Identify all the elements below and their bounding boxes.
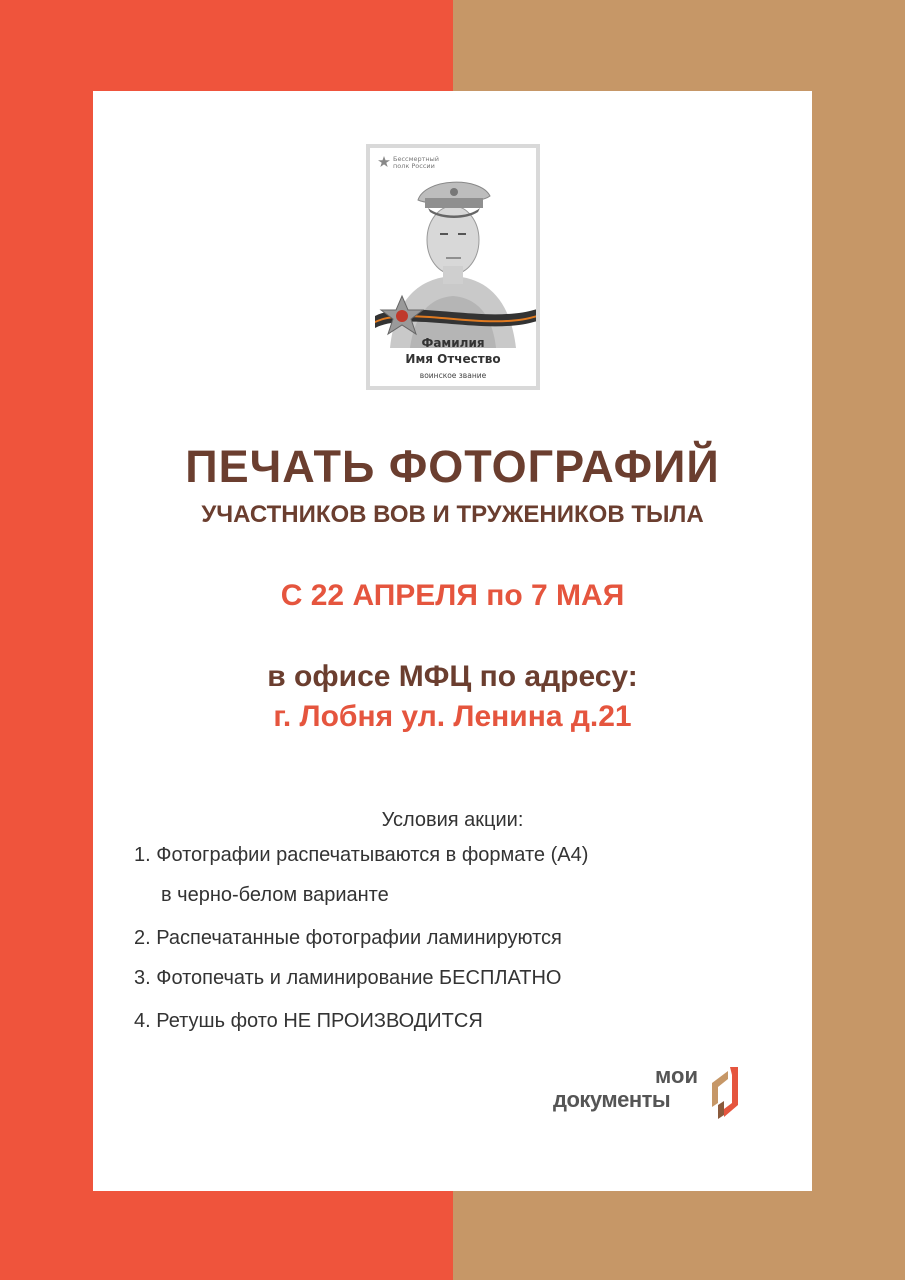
logo-line-2: документы <box>553 1087 671 1112</box>
badge-row <box>378 156 441 170</box>
moi-dokumenty-logo-icon <box>704 1065 744 1119</box>
condition-item: 3. Фотопечать и ламинирование БЕСПЛАТНО <box>134 967 562 989</box>
soldier-portrait-drawing <box>370 148 536 348</box>
condition-item: 2. Распечатанные фотографии ламинируются <box>134 927 562 949</box>
office-label: в офисе МФЦ по адресу: <box>267 660 638 693</box>
poster-card <box>93 91 812 1191</box>
badge-text: Бессмертный полк России <box>393 155 440 170</box>
moi-dokumenty-logo <box>553 1063 753 1123</box>
logo-line-1: мои <box>655 1063 698 1088</box>
portrait-rank: воинское звание <box>419 371 487 380</box>
portrait-sample <box>366 144 540 390</box>
conditions-heading: Условия акции: <box>381 809 524 831</box>
portrait-surname: Фамилия <box>421 336 485 350</box>
date-range: С 22 АПРЕЛЯ по 7 МАЯ <box>280 579 625 612</box>
condition-item: 4. Ретушь фото НЕ ПРОИЗВОДИТСЯ <box>134 1010 483 1032</box>
condition-item: в черно-белом варианте <box>161 884 389 906</box>
star-badge-icon <box>378 156 390 168</box>
portrait-full-name: Имя Отчество <box>405 352 501 366</box>
page-title: ПЕЧАТЬ ФОТОГРАФИЙ <box>185 441 720 492</box>
page-subtitle: УЧАСТНИКОВ ВОВ И ТРУЖЕНИКОВ ТЫЛА <box>201 501 704 528</box>
address: г. Лобня ул. Ленина д.21 <box>273 700 632 733</box>
condition-item: 1. Фотографии распечатываются в формате (А4) <box>134 844 589 866</box>
